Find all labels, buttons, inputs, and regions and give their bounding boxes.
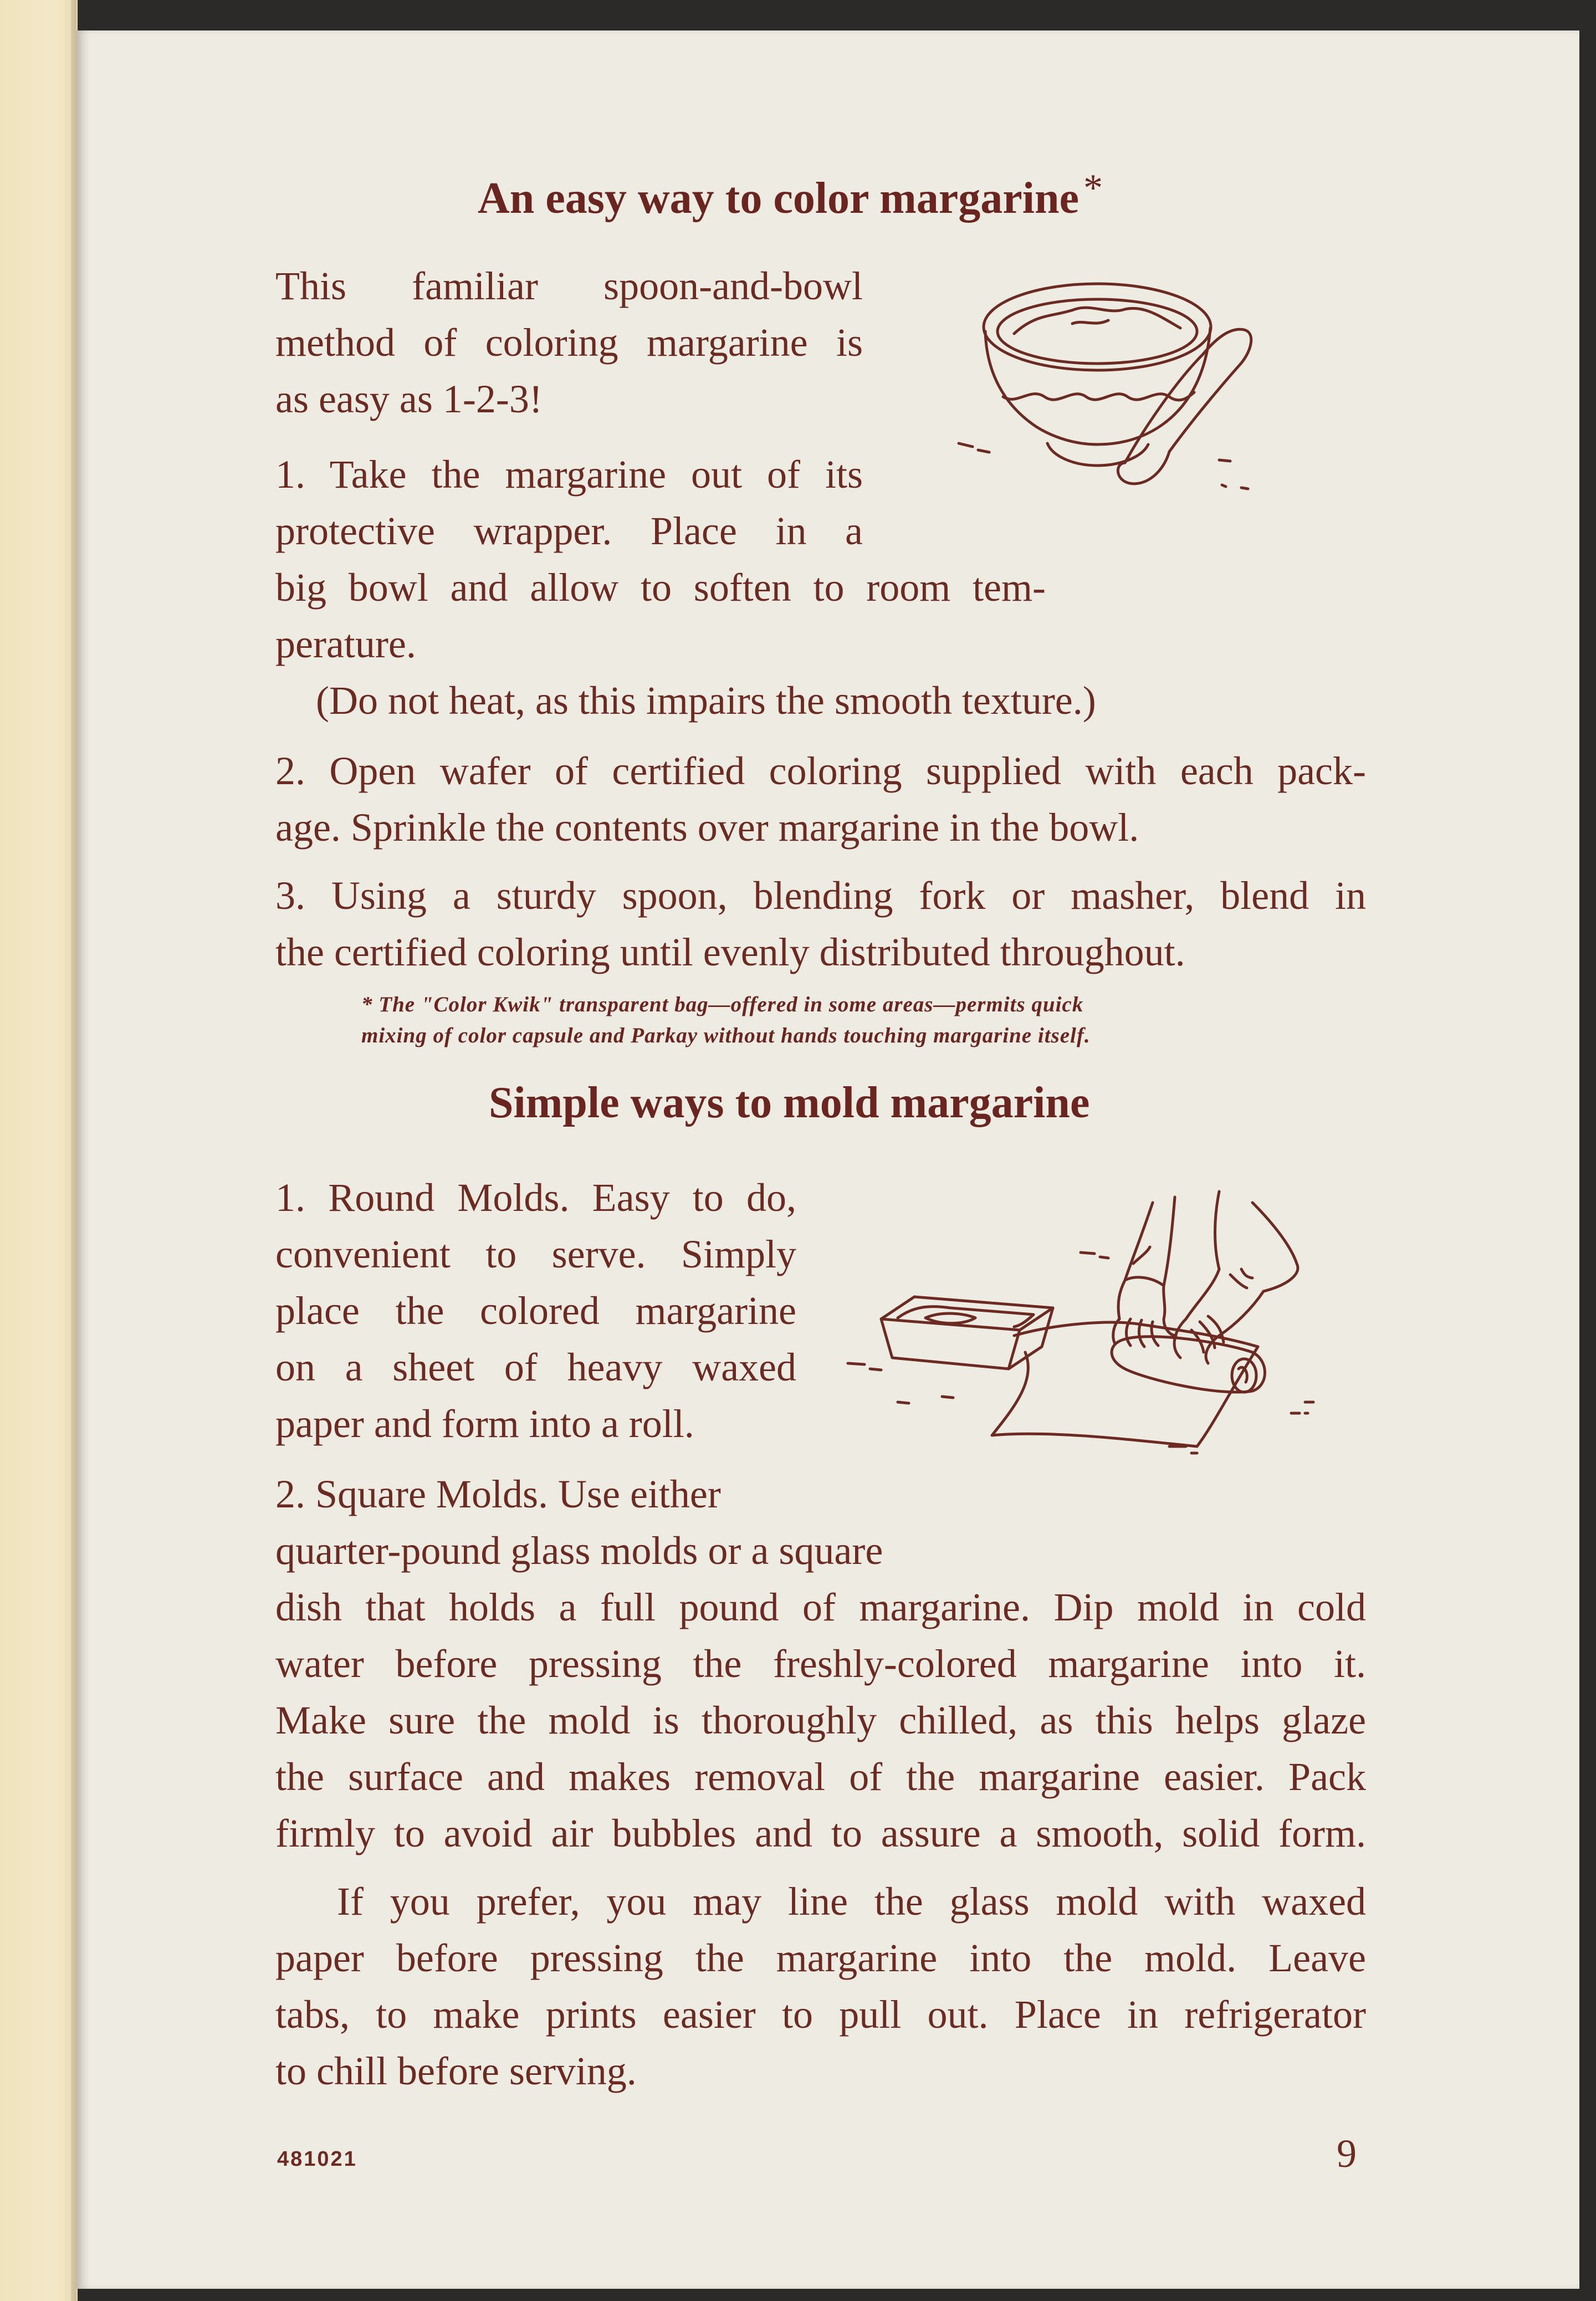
text-line: perature. — [275, 622, 416, 666]
section-title-mold-margarine: Simple ways to mold margarine — [489, 1078, 1090, 1127]
title-asterisk: * — [1083, 167, 1103, 209]
line-mold-paragraph — [337, 1873, 1366, 1930]
text-line: firmly to avoid air bubbles and to assure a smooth, solid form. — [275, 1811, 1366, 1855]
square-molds-paragraph-3 — [275, 1579, 1366, 1862]
square-molds-paragraph — [275, 1466, 796, 1522]
text-line: 1. Round Molds. Easy to do, — [275, 1175, 796, 1220]
text-line: the certified coloring until evenly distributed throughout. — [275, 930, 1185, 974]
spine-edge — [71, 0, 76, 2301]
text-line: the surface and makes removal of the margarine easier. Pack — [275, 1755, 1366, 1799]
step3-paragraph — [275, 867, 1366, 924]
text-line: water before pressing the freshly-colored margarine into it. — [275, 1642, 1366, 1686]
text-line: 2. Square Molds. Use either — [275, 1472, 721, 1516]
text-line: age. Sprinkle the contents over margarine in the bowl. — [275, 805, 1139, 850]
page-number: 9 — [1337, 2131, 1357, 2176]
text-line: paper and form into a roll. — [275, 1402, 694, 1446]
text-line: Make sure the mold is thoroughly chilled, as this helps glaze — [275, 1698, 1366, 1742]
step1-paragraph-cont — [275, 559, 1046, 616]
book-spine — [0, 0, 78, 2301]
text-line: to chill before serving. — [275, 2049, 637, 2093]
text-line: on a sheet of heavy waxed — [275, 1345, 796, 1389]
footnote-line: * The "Color Kwik" transparent bag—offered in some areas—permits quick — [361, 993, 1084, 1016]
step2-paragraph-end — [275, 799, 1366, 856]
text-line: big bowl and allow to soften to room tem- — [275, 565, 1046, 610]
print-code: 481021 — [277, 2147, 357, 2171]
line-mold-paragraph-end — [275, 2043, 1366, 2099]
text-line: place the colored margarine — [275, 1288, 796, 1333]
round-molds-paragraph-end — [275, 1395, 796, 1452]
text-line: If you prefer, you may line the glass mold with waxed — [337, 1879, 1366, 1924]
text-line: dish that holds a full pound of margarine. Dip mold in cold — [275, 1585, 1366, 1629]
footnote-line: mixing of color capsule and Parkay without hands touching margarine itself. — [361, 1024, 1091, 1047]
intro-paragraph — [275, 258, 863, 427]
text-line: 2. Open wafer of certified coloring supplied with each pack- — [275, 749, 1366, 793]
square-molds-paragraph-2 — [275, 1522, 996, 1579]
round-molds-paragraph — [275, 1169, 796, 1395]
step3-paragraph-end — [275, 924, 1366, 980]
text-line: (Do not heat, as this impairs the smooth texture.) — [316, 678, 1096, 723]
text-line: 3. Using a sturdy spoon, blending fork or masher, blend in — [275, 873, 1366, 918]
text-line: tabs, to make prints easier to pull out. Place in refrigerator — [275, 1992, 1366, 2037]
section-title-color-margarine — [478, 166, 1103, 224]
text-line: protective wrapper. Place in a — [275, 509, 863, 553]
text-line: 1. Take the margarine out of its — [275, 452, 863, 497]
text-line: quarter-pound glass molds or a square — [275, 1528, 883, 1573]
line-mold-paragraph-2 — [275, 1930, 1366, 2043]
page-fold-shadow — [76, 30, 90, 2289]
text-line: as easy as 1-2-3! — [275, 377, 543, 421]
footnote — [361, 989, 1091, 1051]
text-line: This familiar spoon-and-bowl — [275, 264, 863, 308]
bowl-and-spoon-icon — [942, 266, 1286, 554]
step1-note — [316, 672, 1258, 729]
step1-paragraph — [275, 446, 863, 559]
text-line: paper before pressing the margarine into the mold. Leave — [275, 1936, 1366, 1980]
text-line: convenient to serve. Simply — [275, 1232, 796, 1276]
hands-rolling-margarine-icon — [831, 1169, 1385, 1513]
step1-paragraph-end — [275, 616, 608, 672]
section-title-text: An easy way to color margarine — [478, 174, 1079, 223]
text-line: method of coloring margarine is — [275, 320, 863, 365]
step2-paragraph — [275, 743, 1366, 799]
